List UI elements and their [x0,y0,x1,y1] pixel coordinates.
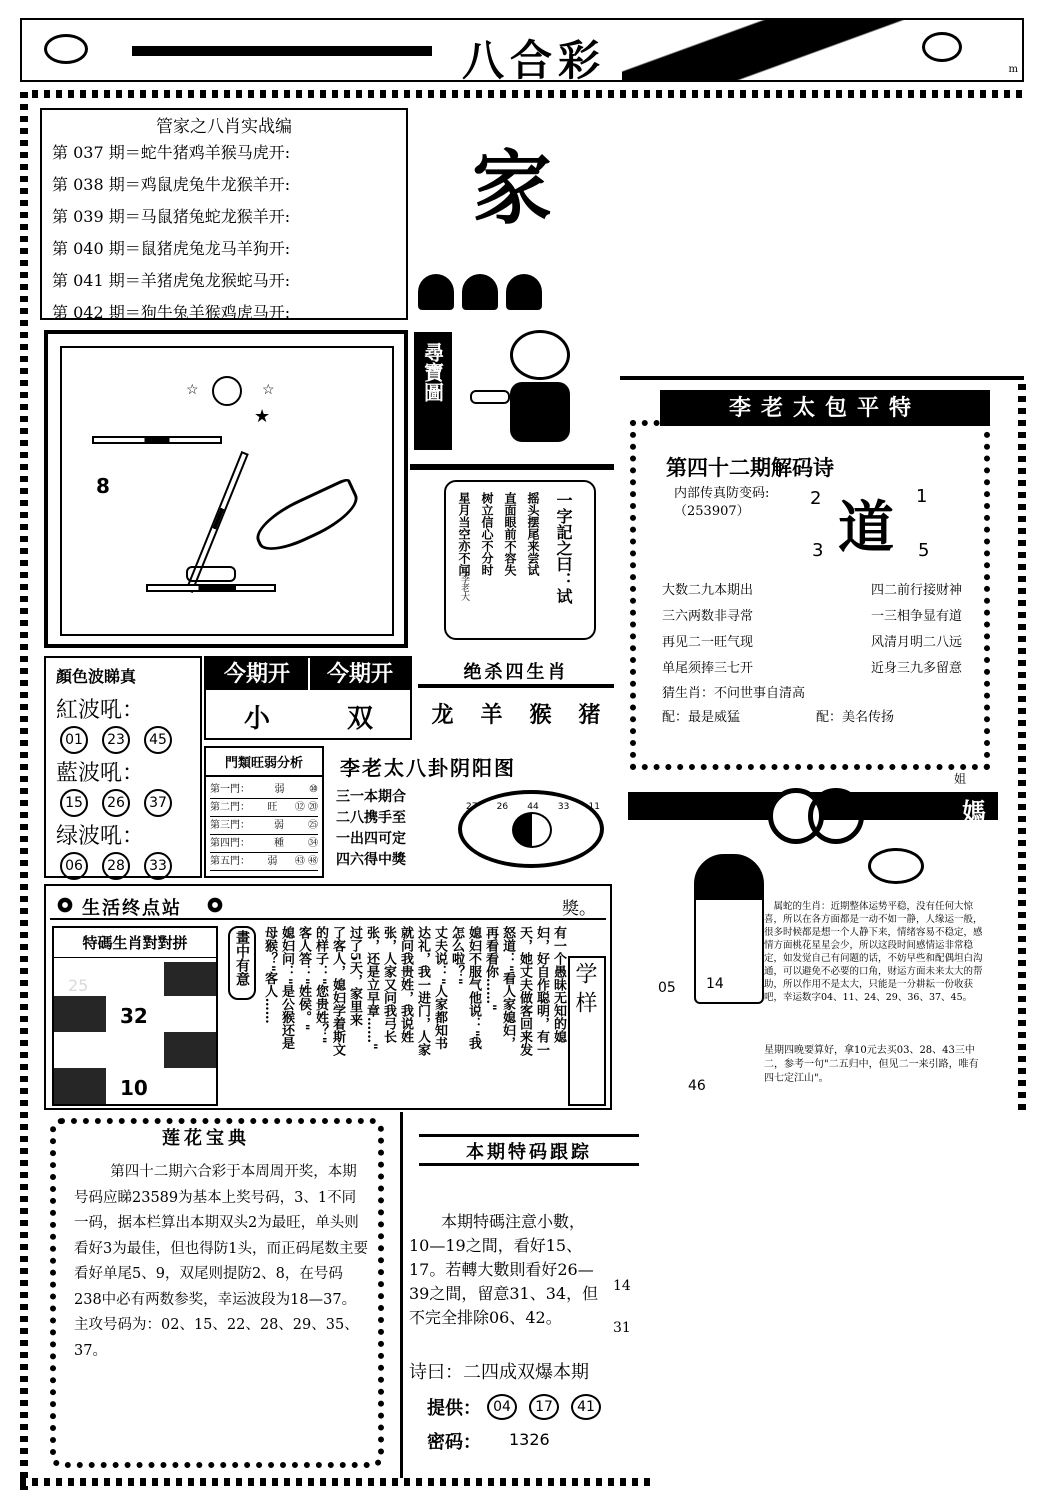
woman-portrait [694,854,764,1004]
blue-wave-label: 藍波吼： [56,761,145,786]
this-period-val-2: 双 [346,704,373,734]
this-period-head-2: 今期开 [310,658,410,690]
kill-four-title: 绝杀四生肖 [463,662,569,683]
star-icon: ☆ [186,382,199,398]
treasure-divider [410,464,614,470]
sister-label: 姐 [954,772,967,786]
guanjia-row: 第 039 期＝马鼠猪兔蛇龙猴羊开: [52,207,291,226]
door-row [210,853,318,871]
life-end: 獎。 [562,899,596,919]
bagua-line: 一出四可定 [336,831,406,847]
scroll-title: 一字記之曰：试 [554,492,573,604]
decode-line-right: 一三相争显有道 [870,609,962,624]
guanjia-row: 第 041 期＝羊猪虎兔龙猴蛇马开: [52,271,291,290]
sister-num-1: 05 [658,980,676,996]
scroll-column: 直面眼前不容失 [503,492,517,576]
bagua-num: 33 [557,802,570,812]
header-wave-art [622,20,922,80]
story-column: 的样子："您贵姓？" [313,926,328,1044]
kill-four-box [418,656,614,740]
decode-line [662,578,962,604]
guanjia-row: 第 038 期＝鸡鼠虎兔牛龙猴羊开: [52,175,291,194]
decode-guess: 猜生肖：不问世事自清高 [662,686,806,701]
tracking-poem: 诗曰：二四成双爆本期 [409,1362,589,1383]
bagua-box [328,746,618,878]
blue-wave-nums [60,789,200,817]
lotus-text: 第四十二期六合彩于本周周开奖，本期号码应睇23589为基本上奖号码，3、1不同一码，据本栏算出本期双头2为最旺，单头则看好3为最佳，但也得防1头，而正码尾数主要看好单尾5、9，双尾则提防2、8，在号码238中必有两数参奖，幸运波段为18—37。主攻号码为：02、15、22、28、29、35、37。 [74,1164,368,1359]
bagua-line: 三一本期合 [336,789,406,805]
treasure-label: 尋寶圖 [420,342,445,402]
header-bar [20,18,1024,85]
wave-number: 37 [144,789,172,817]
door-row [210,781,318,799]
moon-icon [212,376,242,406]
lotus-title: 莲花宝典 [162,1128,250,1149]
scroll-sign: 李老大 [459,574,469,601]
kill-four-animals [418,698,614,729]
color-wave-title: 顏色波睇真 [56,667,137,686]
decode-num-1: 2 [810,488,822,509]
z-bar-top [92,436,222,444]
story-column: 怎么啦？" [449,926,464,985]
door-nums: ⑫ ⑳ [294,802,318,813]
sister-box [628,768,1018,1112]
story-column: 媳妇不服气他说："我 [466,926,481,1050]
story-column: 再看看你……" [483,926,498,1011]
zodiac-num-3: 10 [120,1076,148,1100]
decode-line-left: 再见二一旺气现 [662,635,754,650]
sister-num-3: 46 [688,1078,706,1094]
sister-tip: 星期四晚要算好，拿10元去买03、28、43三中二，参考一句"二五归中，但见二一来引路，唯有四七定江山"。 [764,1045,979,1084]
door-name: 第三門： [210,820,250,831]
story-column: 张，还是立早章……" [364,926,379,1050]
story-column: 过了5天，家里来 [347,926,362,1027]
wave-number: 28 [102,852,130,880]
scroll-column: 摇头摆尾来尝试 [526,492,540,576]
decode-banner: 李老太包平特 [660,390,990,426]
tracking-text: 本期特碼注意小數，10—19之間，看好15、17。若轉大數則看好26—39之間，留意31、34，但不完全排除06、42。 [409,1212,599,1327]
provide-number: 04 [487,1394,517,1420]
guanjia-row: 第 042 期＝狗牛兔羊猴鸡虎马开: [52,303,291,322]
tracking-side-num-1: 14 [613,1278,631,1294]
door-name: 第一門： [210,784,250,795]
wave-number: 23 [102,726,130,754]
life-title-row [50,890,606,920]
scroll-column: 星月当空亦不闻 [457,492,471,576]
turtle-icon [44,34,88,64]
header-scribble [132,46,432,56]
bagua-line: 二八携手至 [336,810,406,826]
star-icon-3: ★ [254,406,271,427]
tracking-provide-nums [487,1394,601,1420]
kill-animal: 猪 [578,702,601,728]
door-table-box [204,746,324,878]
story-column: 天，她丈夫做客回来发 [517,926,532,1056]
tracking-code-label: 密码： [427,1432,481,1453]
this-period-val-1: 小 [243,704,270,734]
life-hint: 畫中有意 [228,926,256,1000]
decode-pei-2: 配：美名传扬 [816,710,895,725]
wave-number: 01 [60,726,88,754]
treasure-number: 8 [96,474,110,498]
drum-row [418,274,550,314]
door-nums: ㉕ [308,820,318,831]
star-icon-2: ☆ [262,382,275,398]
this-period-head-1: 今期开 [206,658,308,690]
kill-animal: 猴 [529,702,552,728]
bagua-num: 26 [496,802,509,812]
door-table-rows [206,777,322,875]
bagua-nums [466,802,600,812]
header-corner-mark: m [1008,64,1018,75]
story-column: 有一个愚昧无知的媳 [551,926,566,1043]
zodiac-grid [52,926,218,1106]
treasure-map-inner [60,346,394,636]
door-status: 種 [274,838,284,849]
this-period-box [204,656,412,740]
guanjia-banner [412,104,562,322]
sister-text: 属蛇的生肖：近期整体运势平稳，没有任何大惊喜，所以在各方面都是一动不如一静，人缘运一般，很多时候都是想一个人静下来，情绪容易不稳定，感情方面桃花星星会少，所以这段时间感情运非常稳定，如发觉自己有问题的话，不妨早些和配偶坦白沟通，可以避免不必要的口角，财运方面未来太大的帮助，所以作用不是太大，只能是一分耕耘一份收获吧，幸运数字04、11、24、29、36、37、45。 [764,901,983,1003]
wave-number: 26 [102,789,130,817]
scroll-column: 树立信心不分时 [480,492,494,576]
red-wave-label: 紅波吼： [56,698,145,723]
decode-pei-1: 配：最是威猛 [662,710,741,725]
decode-line [662,656,962,682]
story-column: 了客人，媳妇学着斯文 [330,926,345,1056]
door-status: 弱 [274,820,284,831]
wave-number: 06 [60,852,88,880]
door-table-title: 門類旺弱分析 [206,748,322,777]
provide-number: 41 [571,1394,601,1420]
door-nums: ㉞ [308,838,318,849]
kill-animal: 羊 [480,702,503,728]
header-heart-icon [922,32,962,62]
door-name: 第五門： [210,856,250,867]
decode-char: 道 [838,495,894,561]
guanjia-heading: 管家之八肖实战编 [156,117,292,137]
bagua-num: 27 [466,802,478,812]
decode-line-left: 单尾须捧三七开 [662,661,754,676]
door-status: 弱 [274,784,285,795]
color-wave-box [44,656,202,878]
lotus-box [44,1112,394,1478]
decode-title: 第四十二期解码诗 [666,455,834,480]
decode-num-4: 5 [918,540,930,561]
bagua-num: 11 [588,802,600,812]
story-column: 妇，好自作聪明，有一 [534,926,549,1056]
life-box [44,884,612,1110]
guanjia-box [40,108,408,320]
z-bar-bottom [146,584,276,592]
kill-animal: 龙 [431,702,454,728]
guanjia-row: 第 037 期＝蛇牛猪鸡羊猴马虎开: [52,143,291,162]
guanjia-big-char: 家 [472,141,552,235]
treasure-label-box [414,332,452,450]
tracking-provide-label: 提供： [427,1398,481,1419]
door-row [210,817,318,835]
top-ornament-border [20,90,1028,98]
door-row [210,835,318,853]
story-column: 丈夫说："人家都知书 [432,926,447,1050]
decode-line-right: 四二前行接财神 [870,583,962,598]
bagua-title: 李老太八卦阴阳图 [340,756,516,780]
wave-number: 33 [144,852,172,880]
decode-line [662,604,962,630]
door-status: 弱 [267,856,278,867]
tracking-code: 1326 [509,1430,550,1449]
door-nums: ㊸ ㊽ [294,856,318,867]
story-column: 客人答："姓侯。" [296,926,311,1031]
bagua-num: 44 [527,802,539,812]
red-wave-nums [60,726,200,754]
guanjia-row: 第 040 期＝鼠猪虎兔龙马羊狗开: [52,239,291,258]
zodiac-grid-title: 特碼生肖對對拼 [54,928,216,958]
door-row [210,799,318,817]
bagua-line: 四六得中獎 [336,852,406,868]
snake-icon [868,848,924,884]
lizard-icon [249,477,366,560]
door-nums: ⑩ [309,784,318,795]
life-story [260,926,566,1104]
decode-line [662,630,962,656]
door-name: 第二門： [210,802,250,813]
green-wave-label: 绿波吼： [56,824,145,849]
decode-line-right: 近身三九多留意 [870,661,962,676]
tracking-side-num-2: 31 [613,1320,631,1336]
treasure-map-frame [44,330,408,648]
life-side: 学 样 [568,956,606,1106]
left-ornament-border [20,90,28,1490]
decode-line-left: 三六两数非寻常 [662,609,754,624]
decode-num-2: 1 [916,486,928,507]
door-status: 旺 [267,802,278,813]
decode-box [620,376,1024,768]
decode-num-3: 3 [812,540,824,561]
decode-line-left: 大数二九本期出 [662,583,754,598]
life-title: 生活终点站 [82,898,182,919]
door-name: 第四門： [210,838,250,849]
sister-side-char: 媽 [962,797,986,826]
decode-subtitle: 内部传真防变码: [674,486,770,501]
rings-icon [768,788,868,848]
story-column: 母猴？"客人…… [262,926,277,1024]
story-column: 就问我贵姓，我说姓 [398,926,413,1043]
story-column: 媳妇问："是公猴还是 [279,926,294,1050]
kill-four-divider [418,684,614,688]
pig-mascot-icon [470,330,600,460]
story-column: 张，人家又问我弓长 [381,926,396,1043]
bagua-circle-icon [458,790,604,868]
decode-code: （253907） [674,504,750,519]
poem-scroll [428,474,610,648]
decode-lines [662,578,962,682]
header-title: 八合彩 [462,36,607,85]
sister-num-2: 14 [706,976,724,992]
decode-line-right: 风清月明二八远 [870,635,962,650]
wave-number: 45 [144,726,172,754]
gold-pile-icon [186,566,236,582]
story-column: 怒道："看人家媳妇， [500,926,515,1050]
tracking-title: 本期特码跟踪 [419,1134,639,1166]
provide-number: 17 [529,1394,559,1420]
bottom-ornament-border [20,1478,650,1486]
guanjia-rows [42,137,406,329]
green-wave-nums [60,852,200,880]
story-column: 达礼，我一进门，人家 [415,926,430,1056]
zodiac-num-2: 32 [120,1004,148,1028]
wave-number: 15 [60,789,88,817]
tracking-box [400,1112,650,1478]
